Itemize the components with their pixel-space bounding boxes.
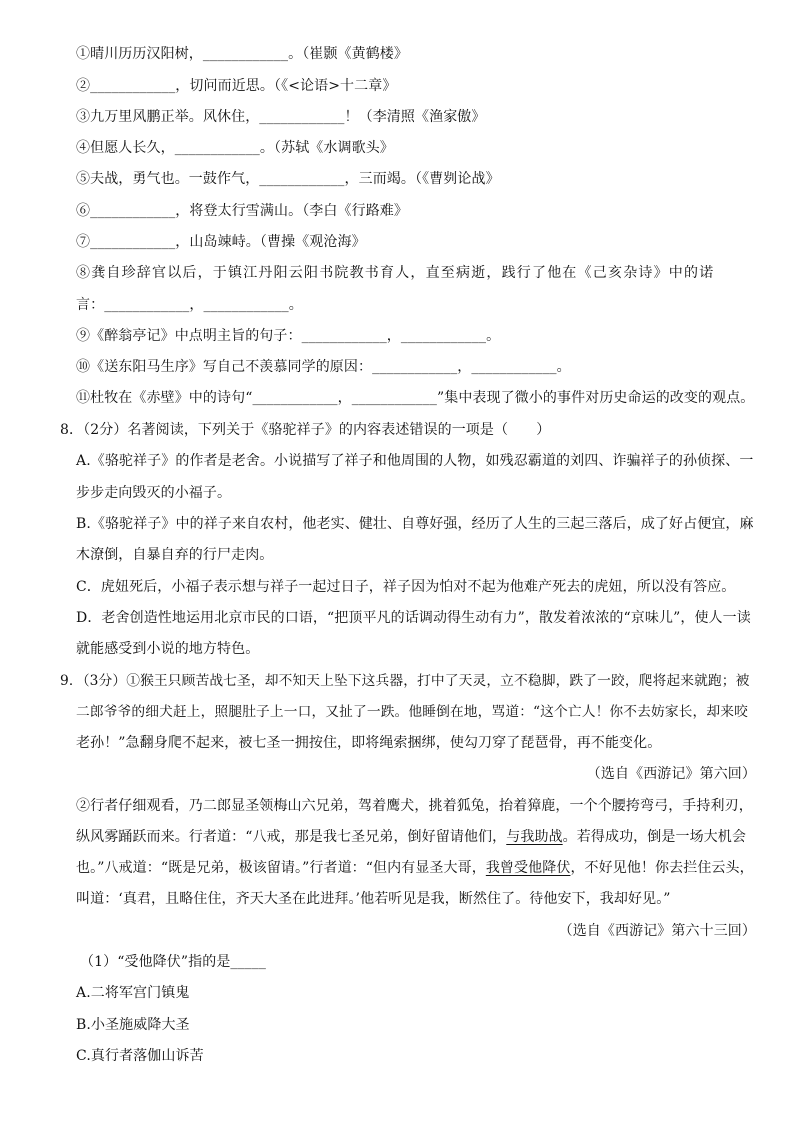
fill-item-8-cont: 言：____________，____________。 — [76, 297, 303, 313]
q8-option-b-line2: 木潦倒，自暴自弃的行尸走肉。 — [76, 547, 274, 563]
underlined-phrase-2: 我曾受他降伏 — [485, 860, 571, 876]
fill-item-10: ⑩《送东阳马生序》写自己不羡慕同学的原因：____________，____________。 — [76, 359, 571, 375]
q9-subquestion-1: （1）“受他降伏”指的是_____ — [80, 954, 266, 970]
fill-item-7: ⑦____________，山岛竦峙。（曹操《观沧海》 — [76, 234, 366, 250]
q9-passage1-line3: 老孙！”急翻身爬不起来，被七圣一拥按住，即将绳索捆绑，使勾刀穿了琵琶骨，再不能变化。 — [76, 735, 662, 751]
q9-source2: （选自《西游记》第六十三回） — [558, 923, 756, 939]
fill-item-8: ⑧龚自珍辞官以后，于镇江丹阳云阳书院教书育人，直至病逝，践行了他在《己亥杂诗》中的诺 — [76, 265, 715, 281]
q9-passage2-line4: 叫道：‘真君，且略住住，齐天大圣在此进拜。’他若听见是我，断然住了。待他安下，我却好见。” — [76, 891, 671, 907]
fill-item-9: ⑨《醉翁亭记》中点明主旨的句子：____________，____________。 — [76, 328, 501, 344]
q9-passage2-line3 — [76, 859, 754, 877]
q8-option-a-line1: A.《骆驼祥子》的作者是老舍。小说描写了祥子和他周围的人物，如残忍霸道的刘四、诈骗祥子的孙侦探、一 — [76, 453, 754, 469]
q8-option-a-line2: 步步走向毁灭的小福子。 — [76, 485, 232, 501]
fill-item-6: ⑥____________，将登太行雪满山。（李白《行路难》 — [76, 203, 408, 219]
fill-item-1: ①晴川历历汉阳树，____________。（崔颢《黄鹤楼》 — [76, 46, 408, 62]
underlined-phrase-1: 与我助战 — [506, 829, 563, 845]
q9-passage2-line3-text: 也。”八戒道：“既是兄弟，极该留请。”行者道：“但内有显圣大哥， — [76, 860, 486, 876]
fill-item-5: ⑤夫战，勇气也。一鼓作气，____________，三而竭。（《曹刿论战》 — [76, 171, 500, 187]
fill-item-3: ③九万里风鹏正举。风休住，____________！（李清照《渔家傲》 — [76, 109, 486, 125]
fill-item-2: ②____________，切问而近思。（《<论语>十二章》 — [76, 78, 397, 94]
q9-passage1-line1: 9．（3分）①猴王只顾苦战七圣，却不知天上坠下这兵器，打中了天灵，立不稳脚，跌了一跤，爬将起来就跑；被 — [60, 673, 750, 689]
q8-option-d-line2: 就能感受到小说的地方特色。 — [76, 641, 260, 657]
fill-item-4: ④但愿人长久，____________。（苏轼《水调歌头》 — [76, 140, 394, 156]
q8-option-c: C．虎妞死后，小福子表示想与祥子一起过日子，祥子因为怕对不起为他难产死去的虎妞，所以没有答应。 — [76, 579, 736, 595]
q8-option-d-line1: D．老舍创造性地运用北京市民的口语，“把顶平凡的话调动得生动有力”，散发着浓浓的“京味儿”，使人一读 — [76, 610, 751, 626]
q9-passage1-line2: 二郎爷爷的细犬赶上，照腿肚子上一口，又扯了一跌。他睡倒在地，骂道：“这个亡人！你不去妨家长，却来咬 — [76, 704, 748, 720]
q8-option-b-line1: B.《骆驼祥子》中的祥子来自农村，他老实、健壮、自尊好强，经历了人生的三起三落后，成了好占便宜，麻 — [76, 516, 754, 532]
q9-passage2-line2-text: 纵风雾踊跃而来。行者道：“八戒，那是我七圣兄弟，倒好留请他们， — [76, 829, 507, 845]
fill-item-11: ⑪杜牧在《赤壁》中的诗句“____________，____________”集中表现了微小的事件对历史命运的改变的观点。 — [76, 390, 755, 406]
q9-passage2-line1: ②行者仔细观看，乃二郎显圣领梅山六兄弟，驾着鹰犬，挑着狐兔，抬着獐鹿，一个个腰挎弯弓，手持利刃， — [76, 798, 753, 814]
q9-source1: （选自《西游记》第六回） — [586, 766, 756, 782]
q9-option-a: A.二将军宫门镇鬼 — [76, 985, 190, 1001]
q9-passage2-line3-rest: ，不好见他！你去拦住云头， — [570, 860, 754, 876]
q8-stem: 8．（2分）名著阅读，下列关于《骆驼祥子》的内容表述错误的一项是（ ） — [60, 422, 551, 438]
q9-option-b: B.小圣施威降大圣 — [76, 1017, 190, 1033]
q9-passage2-line2-rest: 。若得成功，倒是一场大机会 — [562, 829, 746, 845]
q9-option-c: C.真行者落伽山诉苦 — [76, 1048, 204, 1064]
q9-passage2-line2 — [76, 828, 754, 846]
